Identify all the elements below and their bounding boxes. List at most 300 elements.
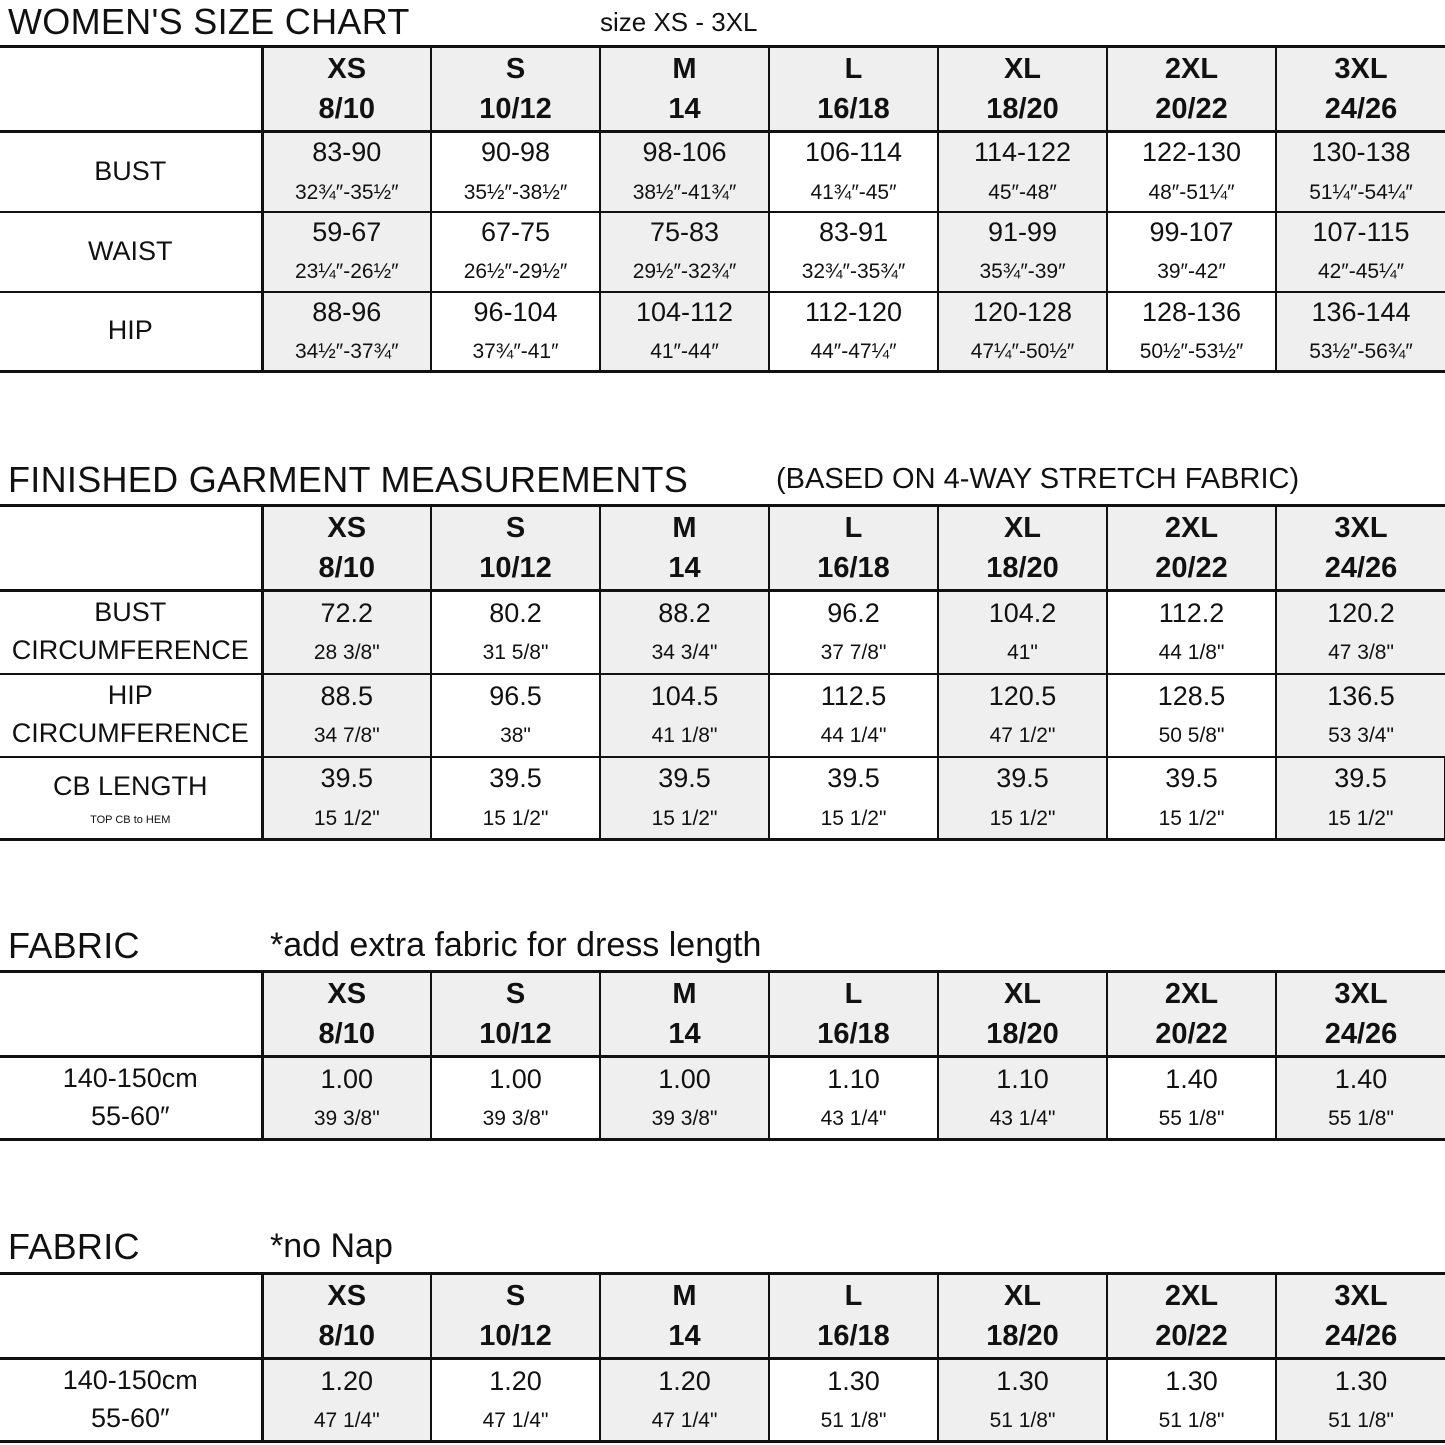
size-uk: 16/18 <box>817 1320 890 1352</box>
row-label <box>0 591 262 674</box>
cell-2xl <box>1107 591 1276 674</box>
cell-inch: 15 1/2" <box>1158 806 1225 830</box>
size-uk: 10/12 <box>479 1320 552 1352</box>
row-label <box>0 1057 262 1140</box>
size-letter: XS <box>327 1279 367 1312</box>
cell-3xl <box>1276 292 1445 372</box>
size-letter: 3XL <box>1334 1279 1388 1312</box>
size-header-s <box>431 47 600 132</box>
cell-inch: 41 1/8" <box>651 723 718 747</box>
cell-xs <box>262 292 431 372</box>
cell-cm: 1.20 <box>489 1365 542 1396</box>
cell-inch: 39 3/8" <box>313 1106 380 1130</box>
cell-cm: 112-120 <box>804 296 903 327</box>
size-letter: S <box>505 977 526 1010</box>
cell-cm: 1.30 <box>1334 1365 1388 1396</box>
cell-inch: 15 1/2" <box>313 806 380 830</box>
cell-inch: 35½″-38½″ <box>463 180 568 204</box>
cell-cm: 96.5 <box>489 680 542 711</box>
size-uk: 16/18 <box>817 1018 890 1050</box>
cell-cm: 1.00 <box>489 1063 542 1094</box>
cell-2xl <box>1107 212 1276 292</box>
cell-3xl <box>1276 674 1445 757</box>
size-header-xl <box>938 47 1107 132</box>
row-label-text: 140-150cm <box>62 1365 198 1396</box>
cell-inch: 39 3/8" <box>482 1106 549 1130</box>
cell-m <box>600 1359 769 1442</box>
cell-cm: 72.2 <box>320 597 374 628</box>
cell-l <box>769 674 938 757</box>
cell-xs <box>262 674 431 757</box>
cell-inch: 51 1/8" <box>1158 1408 1225 1432</box>
cell-inch: 51 1/8" <box>1328 1408 1394 1432</box>
size-chart-table <box>0 45 1445 373</box>
size-uk: 10/12 <box>479 552 552 584</box>
cell-cm: 112.5 <box>820 680 887 711</box>
finished-table <box>0 504 1445 841</box>
size-letter: S <box>505 1279 526 1312</box>
cell-m <box>600 591 769 674</box>
cell-cm: 128.5 <box>1157 680 1226 711</box>
cell-cm: 120.5 <box>988 680 1057 711</box>
size-letter: L <box>844 977 863 1010</box>
table-row <box>0 591 1445 674</box>
size-header-xs <box>262 1274 431 1359</box>
cell-s <box>431 757 600 840</box>
cell-3xl <box>1276 591 1445 674</box>
cell-xs <box>262 757 431 840</box>
size-uk: 24/26 <box>1324 552 1398 584</box>
size-header-row <box>0 47 1445 132</box>
size-letter: 2XL <box>1164 511 1219 544</box>
size-letter: M <box>672 52 697 85</box>
size-header-s <box>431 972 600 1057</box>
cell-inch: 55 1/8" <box>1328 1106 1394 1130</box>
cell-cm: 122-130 <box>1141 137 1242 168</box>
cell-xl <box>938 1057 1107 1140</box>
cell-l <box>769 757 938 840</box>
size-letter: XS <box>327 52 367 85</box>
cell-cm: 83-90 <box>312 137 382 168</box>
table-row <box>0 757 1445 840</box>
cell-m <box>600 757 769 840</box>
size-letter: L <box>844 1279 863 1312</box>
size-uk: 14 <box>668 1320 701 1352</box>
size-header-xs <box>262 972 431 1057</box>
size-header-xl <box>938 1274 1107 1359</box>
size-uk: 14 <box>668 93 701 125</box>
cell-inch: 38" <box>500 723 531 747</box>
cell-s <box>431 1057 600 1140</box>
cell-cm: 112.2 <box>1158 597 1225 628</box>
cell-inch: 28 3/8" <box>313 641 380 665</box>
cell-m <box>600 674 769 757</box>
cell-cm: 1.00 <box>658 1063 711 1094</box>
cell-xl <box>938 132 1107 212</box>
cell-inch: 44″-47¼″ <box>810 340 897 364</box>
cell-cm: 1.40 <box>1334 1063 1388 1094</box>
size-uk: 24/26 <box>1324 93 1398 125</box>
fabric1-table <box>0 970 1445 1141</box>
size-header-s <box>431 1274 600 1359</box>
cell-cm: 90-98 <box>480 137 551 168</box>
cell-cm: 1.10 <box>827 1063 880 1094</box>
table-row <box>0 674 1445 757</box>
size-letter: 2XL <box>1164 977 1219 1010</box>
cell-inch: 41″-44″ <box>650 340 719 364</box>
fabric2-table <box>0 1272 1445 1443</box>
cell-inch: 15 1/2" <box>989 806 1056 830</box>
cell-l <box>769 1057 938 1140</box>
cell-inch: 47 1/4" <box>313 1408 380 1432</box>
size-uk: 8/10 <box>318 93 375 125</box>
cell-cm: 1.10 <box>996 1063 1049 1094</box>
cell-inch: 51 1/8" <box>820 1408 887 1432</box>
size-letter: S <box>505 52 526 85</box>
size-header-xs <box>262 47 431 132</box>
size-letter: XL <box>1003 1279 1042 1312</box>
cell-inch: 29½″-32¾″ <box>632 260 737 284</box>
row-label-text-2: CIRCUMFERENCE <box>11 635 249 666</box>
cell-cm: 136.5 <box>1327 680 1395 711</box>
size-header-l <box>769 506 938 591</box>
cell-inch: 34 3/4" <box>651 641 718 665</box>
cell-cm: 98-106 <box>642 137 727 168</box>
size-header-2xl <box>1107 47 1276 132</box>
cell-cm: 104.2 <box>988 597 1057 628</box>
size-uk: 18/20 <box>986 93 1059 125</box>
cell-cm: 106-114 <box>804 137 903 168</box>
table-row <box>0 1057 1445 1140</box>
cell-cm: 91-99 <box>987 217 1058 248</box>
cell-inch: 45″-48″ <box>988 180 1057 204</box>
row-label-text-2: CIRCUMFERENCE <box>11 718 249 748</box>
size-letter: L <box>844 511 863 544</box>
row-label-text: BUST <box>94 597 167 628</box>
cell-inch: 35¾″-39″ <box>979 260 1066 284</box>
size-header-m <box>600 1274 769 1359</box>
cell-cm: 1.40 <box>1165 1063 1218 1094</box>
cell-inch: 31 5/8" <box>482 641 549 665</box>
cell-xl <box>938 757 1107 840</box>
row-label-text: HIP <box>107 680 153 711</box>
table-row <box>0 132 1445 212</box>
header-corner <box>0 972 262 1057</box>
cell-inch: 47 3/8" <box>1328 641 1394 665</box>
cell-m <box>600 212 769 292</box>
cell-cm: 88-96 <box>312 296 382 327</box>
size-uk: 18/20 <box>986 552 1059 584</box>
cell-2xl <box>1107 292 1276 372</box>
cell-inch: 53½″-56¾″ <box>1309 340 1413 364</box>
row-label <box>0 1359 262 1442</box>
cell-l <box>769 591 938 674</box>
cell-cm: 104-112 <box>635 296 734 327</box>
cell-cm: 67-75 <box>480 217 551 248</box>
cell-inch: 37 7/8" <box>820 641 887 665</box>
cell-cm: 99-107 <box>1149 217 1234 248</box>
cell-s <box>431 591 600 674</box>
cell-cm: 80.2 <box>489 597 542 628</box>
size-header-row <box>0 972 1445 1057</box>
cell-inch: 34 7/8" <box>313 723 380 747</box>
row-label <box>0 674 262 757</box>
size-letter: 3XL <box>1334 52 1388 85</box>
header-corner <box>0 1274 262 1359</box>
cell-cm: 39.5 <box>489 763 542 794</box>
cell-cm: 88.2 <box>658 597 711 628</box>
cell-cm: 39.5 <box>996 763 1049 794</box>
size-letter: XL <box>1003 52 1042 85</box>
fabric1-title: FABRIC <box>8 925 140 966</box>
cell-cm: 96-104 <box>473 296 558 327</box>
size-letter: XL <box>1003 511 1042 544</box>
size-letter: 2XL <box>1164 52 1219 85</box>
header-corner <box>0 506 262 591</box>
cell-l <box>769 292 938 372</box>
size-chart-subtitle: size XS - 3XL <box>600 7 758 37</box>
cell-inch: 44 1/4" <box>820 723 887 747</box>
cell-inch: 26½″-29½″ <box>463 260 568 284</box>
cell-2xl <box>1107 1359 1276 1442</box>
cell-cm: 75-83 <box>649 217 720 248</box>
cell-cm: 104.5 <box>650 680 719 711</box>
size-uk: 10/12 <box>479 93 552 125</box>
table-row <box>0 1359 1445 1442</box>
cell-2xl <box>1107 1057 1276 1140</box>
size-uk: 20/22 <box>1155 1320 1228 1352</box>
size-uk: 8/10 <box>318 552 375 584</box>
cell-cm: 96.2 <box>827 597 880 628</box>
size-header-m <box>600 47 769 132</box>
cell-cm: 1.30 <box>1165 1365 1218 1396</box>
cell-2xl <box>1107 757 1276 840</box>
cell-inch: 47 1/4" <box>482 1408 549 1432</box>
cell-inch: 55 1/8" <box>1158 1106 1225 1130</box>
size-chart-title: WOMEN'S SIZE CHART <box>8 1 410 42</box>
cell-s <box>431 674 600 757</box>
cell-inch: 47 1/4" <box>651 1408 718 1432</box>
row-label <box>0 292 262 372</box>
row-label <box>0 757 262 840</box>
size-uk: 16/18 <box>817 552 890 584</box>
cell-cm: 120-128 <box>972 296 1073 327</box>
size-letter: M <box>672 511 697 544</box>
cell-cm: 1.00 <box>320 1063 374 1094</box>
size-header-l <box>769 47 938 132</box>
cell-3xl <box>1276 1057 1445 1140</box>
cell-inch: 50 5/8" <box>1158 723 1225 747</box>
size-letter: M <box>672 977 697 1010</box>
cell-xs <box>262 212 431 292</box>
cell-inch: 15 1/2" <box>651 806 718 830</box>
cell-inch: 38½″-41¾″ <box>632 180 737 204</box>
header-corner <box>0 47 262 132</box>
fabric2-title: FABRIC <box>8 1226 140 1267</box>
cell-inch: 51 1/8" <box>989 1408 1056 1432</box>
size-uk: 24/26 <box>1324 1018 1398 1050</box>
cell-s <box>431 212 600 292</box>
finished-title: FINISHED GARMENT MEASUREMENTS <box>8 459 689 500</box>
cell-xs <box>262 1057 431 1140</box>
cell-inch: 23¼″-26½″ <box>294 260 399 284</box>
cell-cm: 83-91 <box>818 217 889 248</box>
size-header-3xl <box>1276 506 1445 591</box>
cell-xl <box>938 212 1107 292</box>
size-uk: 20/22 <box>1155 1018 1228 1050</box>
size-letter: XS <box>327 511 367 544</box>
cell-l <box>769 212 938 292</box>
cell-2xl <box>1107 132 1276 212</box>
size-letter: 2XL <box>1164 1279 1219 1312</box>
size-header-2xl <box>1107 972 1276 1057</box>
cell-cm: 130-138 <box>1311 137 1411 168</box>
size-uk: 14 <box>668 1018 701 1050</box>
cell-inch: 44 1/8" <box>1158 641 1225 665</box>
cell-cm: 39.5 <box>1165 763 1218 794</box>
size-header-l <box>769 1274 938 1359</box>
cell-s <box>431 292 600 372</box>
cell-xs <box>262 132 431 212</box>
size-header-s <box>431 506 600 591</box>
row-label <box>0 132 262 212</box>
size-header-xs <box>262 506 431 591</box>
cell-inch: 34½″-37¾″ <box>294 340 399 364</box>
cell-3xl <box>1276 212 1445 292</box>
size-header-xl <box>938 506 1107 591</box>
row-label-text: BUST <box>94 155 167 186</box>
cell-3xl <box>1276 132 1445 212</box>
size-header-row <box>0 1274 1445 1359</box>
size-uk: 8/10 <box>318 1018 375 1050</box>
table-row <box>0 292 1445 372</box>
size-letter: 3XL <box>1334 511 1388 544</box>
cell-xl <box>938 674 1107 757</box>
size-letter: XS <box>327 977 367 1010</box>
size-header-2xl <box>1107 506 1276 591</box>
cell-inch: 53 3/4" <box>1328 723 1394 747</box>
cell-xs <box>262 1359 431 1442</box>
cell-inch: 37¾″-41″ <box>472 340 559 364</box>
cell-cm: 39.5 <box>827 763 880 794</box>
row-label-text: CB LENGTH <box>52 771 208 802</box>
row-label-text: WAIST <box>88 235 173 266</box>
cell-l <box>769 1359 938 1442</box>
size-letter: XL <box>1003 977 1042 1010</box>
cell-cm: 128-136 <box>1141 296 1242 327</box>
cell-inch: 32¾″-35½″ <box>294 180 399 204</box>
row-label-text-2: 55-60″ <box>90 1101 170 1131</box>
size-header-m <box>600 972 769 1057</box>
size-uk: 8/10 <box>318 1320 375 1352</box>
cell-cm: 1.30 <box>827 1365 880 1396</box>
row-label-text-2: 55-60″ <box>90 1403 170 1433</box>
cell-inch: 47¼″-50½″ <box>970 340 1075 364</box>
cell-cm: 39.5 <box>658 763 711 794</box>
cell-3xl <box>1276 757 1445 840</box>
table-row <box>0 212 1445 292</box>
row-label-text: 140-150cm <box>62 1063 198 1094</box>
cell-inch: 51¼″-54¼″ <box>1309 180 1413 204</box>
size-uk: 18/20 <box>986 1018 1059 1050</box>
size-letter: M <box>672 1279 697 1312</box>
cell-cm: 59-67 <box>312 217 382 248</box>
cell-cm: 1.20 <box>658 1365 711 1396</box>
cell-xl <box>938 591 1107 674</box>
size-header-2xl <box>1107 1274 1276 1359</box>
size-uk: 10/12 <box>479 1018 552 1050</box>
cell-inch: 48″-51¼″ <box>1148 180 1235 204</box>
cell-inch: 41¾″-45″ <box>810 180 897 204</box>
size-uk: 16/18 <box>817 93 890 125</box>
size-header-l <box>769 972 938 1057</box>
cell-inch: 43 1/4" <box>820 1106 887 1130</box>
cell-xl <box>938 1359 1107 1442</box>
size-letter: S <box>505 511 526 544</box>
size-header-m <box>600 506 769 591</box>
cell-l <box>769 132 938 212</box>
size-uk: 20/22 <box>1155 552 1228 584</box>
cell-3xl <box>1276 1359 1445 1442</box>
cell-inch: 42″-45¼″ <box>1317 260 1405 284</box>
size-header-xl <box>938 972 1107 1057</box>
row-label-text: HIP <box>107 315 153 346</box>
cell-inch: 50½″-53½″ <box>1139 340 1244 364</box>
cell-inch: 15 1/2" <box>1327 806 1394 830</box>
size-uk: 24/26 <box>1324 1320 1398 1352</box>
size-uk: 18/20 <box>986 1320 1059 1352</box>
size-uk: 20/22 <box>1155 93 1228 125</box>
cell-cm: 107-115 <box>1312 217 1410 248</box>
size-uk: 14 <box>668 552 701 584</box>
cell-cm: 1.30 <box>996 1365 1049 1396</box>
cell-inch: 39 3/8" <box>651 1106 718 1130</box>
size-letter: 3XL <box>1334 977 1388 1010</box>
cell-inch: 47 1/2" <box>989 723 1056 747</box>
size-header-3xl <box>1276 1274 1445 1359</box>
cell-inch: 15 1/2" <box>482 806 549 830</box>
cell-m <box>600 292 769 372</box>
cell-inch: 43 1/4" <box>989 1106 1056 1130</box>
cell-cm: 136-144 <box>1311 296 1411 327</box>
cell-xs <box>262 591 431 674</box>
cell-inch: 32¾″-35¾″ <box>801 260 906 284</box>
cell-inch: 41" <box>1007 641 1038 665</box>
cell-inch: 15 1/2" <box>820 806 887 830</box>
row-label <box>0 212 262 292</box>
finished-subtitle: (BASED ON 4-WAY STRETCH FABRIC) <box>776 463 1300 495</box>
cell-cm: 120.2 <box>1327 597 1395 628</box>
cell-cm: 39.5 <box>1334 763 1387 794</box>
cell-m <box>600 132 769 212</box>
size-header-3xl <box>1276 972 1445 1057</box>
cell-cm: 88.5 <box>320 680 374 711</box>
size-header-row <box>0 506 1445 591</box>
cell-s <box>431 1359 600 1442</box>
cell-xl <box>938 292 1107 372</box>
cell-2xl <box>1107 674 1276 757</box>
size-header-3xl <box>1276 47 1445 132</box>
size-letter: L <box>844 52 863 85</box>
fabric2-subtitle: *no Nap <box>270 1227 393 1265</box>
cell-cm: 39.5 <box>320 763 374 794</box>
cell-inch: 39″-42″ <box>1157 260 1226 284</box>
cell-cm: 1.20 <box>320 1365 374 1396</box>
cell-m <box>600 1057 769 1140</box>
fabric1-subtitle: *add extra fabric for dress length <box>270 926 762 964</box>
cell-cm: 114-122 <box>973 137 1072 168</box>
row-label-note: TOP CB to HEM <box>90 814 171 827</box>
